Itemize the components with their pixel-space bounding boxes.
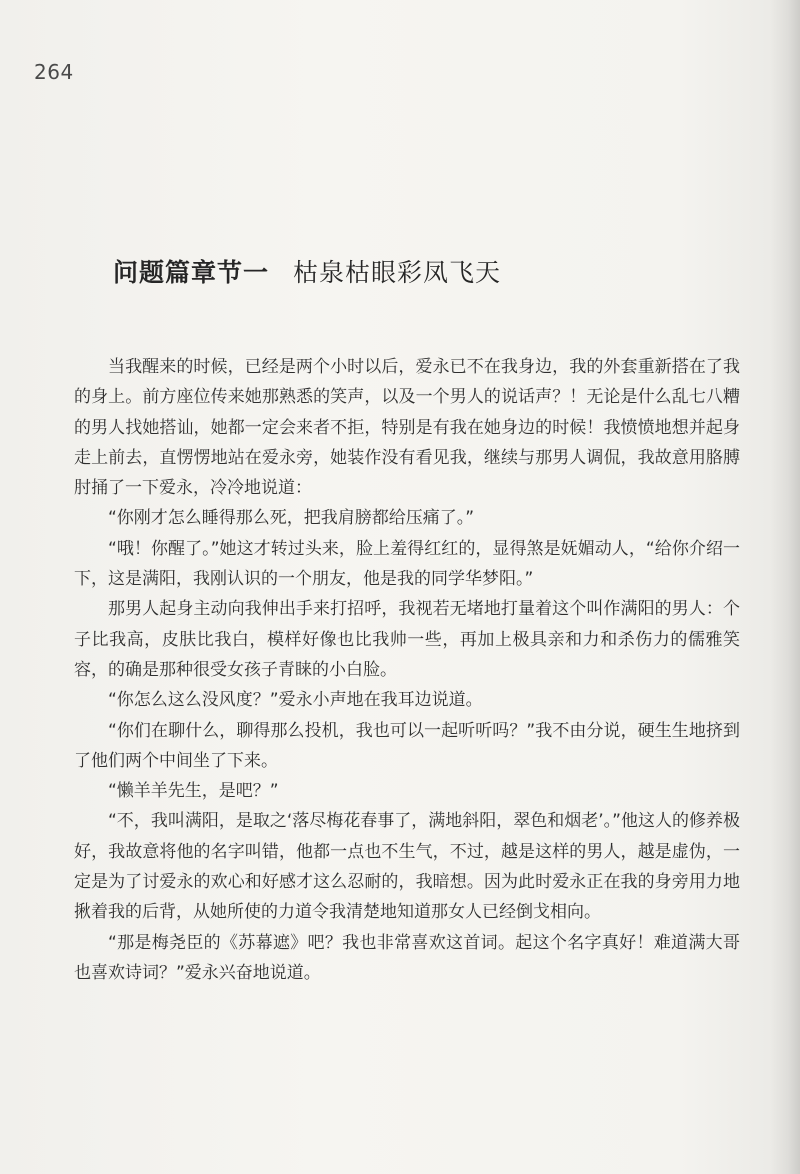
paragraph: “你刚才怎么睡得那么死，把我肩膀都给压痛了。”: [108, 508, 475, 529]
body-text: [74, 352, 740, 988]
chapter-name: 枯泉枯眼彩凤飞天: [293, 258, 502, 287]
paragraph: 当我醒来的时候，已经是两个小时以后，爱永已不在我身边，我的外套重新搭在了我的身上。前方座位传来她那熟悉的笑声，以及一个男人的说话声？！无论是什么乱七八糟的男人找她搭讪，她都一定会来者不拒，特别是有我在她身边的时候！我愤愤地想并起身走上前去，直愣愣地站在爱永旁，她装作没有看见我，继续与那男人调侃，我故意用胳膊肘捅了一下爱永，冷冷地说道：: [74, 357, 740, 499]
paragraph: “懒羊羊先生，是吧？”: [108, 781, 279, 802]
chapter-title: [113, 253, 501, 289]
chapter-label: 问题篇章节一: [113, 258, 270, 287]
paragraph: “不，我叫满阳，是取之‘落尽梅花春事了，满地斜阳，翠色和烟老’。”他这人的修养极好，我故意将他的名字叫错，他都一点也不生气，不过，越是这样的男人，越是虚伪，一定是为了讨爱永的欢心和好感才这么忍耐的，我暗想。因为此时爱永正在我的身旁用力地揪着我的后背，从她所使的力道令我清楚地知道那女人已经倒戈相向。: [74, 811, 740, 923]
page-number: 264: [34, 60, 74, 84]
paragraph: “你们在聊什么，聊得那么投机，我也可以一起听听吗？”我不由分说，硬生生地挤到了他们两个中间坐了下来。: [74, 720, 740, 771]
paragraph: “那是梅尧臣的《苏幕遮》吧？我也非常喜欢这首词。起这个名字真好！难道满大哥也喜欢诗词？”爱永兴奋地说道。: [74, 932, 740, 983]
page-edge-shadow: [770, 0, 800, 1174]
paragraph: “哦！你醒了。”她这才转过头来，脸上羞得红红的，显得煞是妩媚动人，“给你介绍一下，这是满阳，我刚认识的一个朋友，他是我的同学华梦阳。”: [74, 538, 740, 590]
paragraph: 那男人起身主动向我伸出手来打招呼，我视若无堵地打量着这个叫作满阳的男人：个子比我高，皮肤比我白，模样好像也比我帅一些，再加上极具亲和力和杀伤力的儒雅笑容，的确是那种很受女孩子青睐的小白脸。: [74, 599, 740, 680]
paragraph: “你怎么这么没风度？”爱永小声地在我耳边说道。: [108, 690, 483, 711]
